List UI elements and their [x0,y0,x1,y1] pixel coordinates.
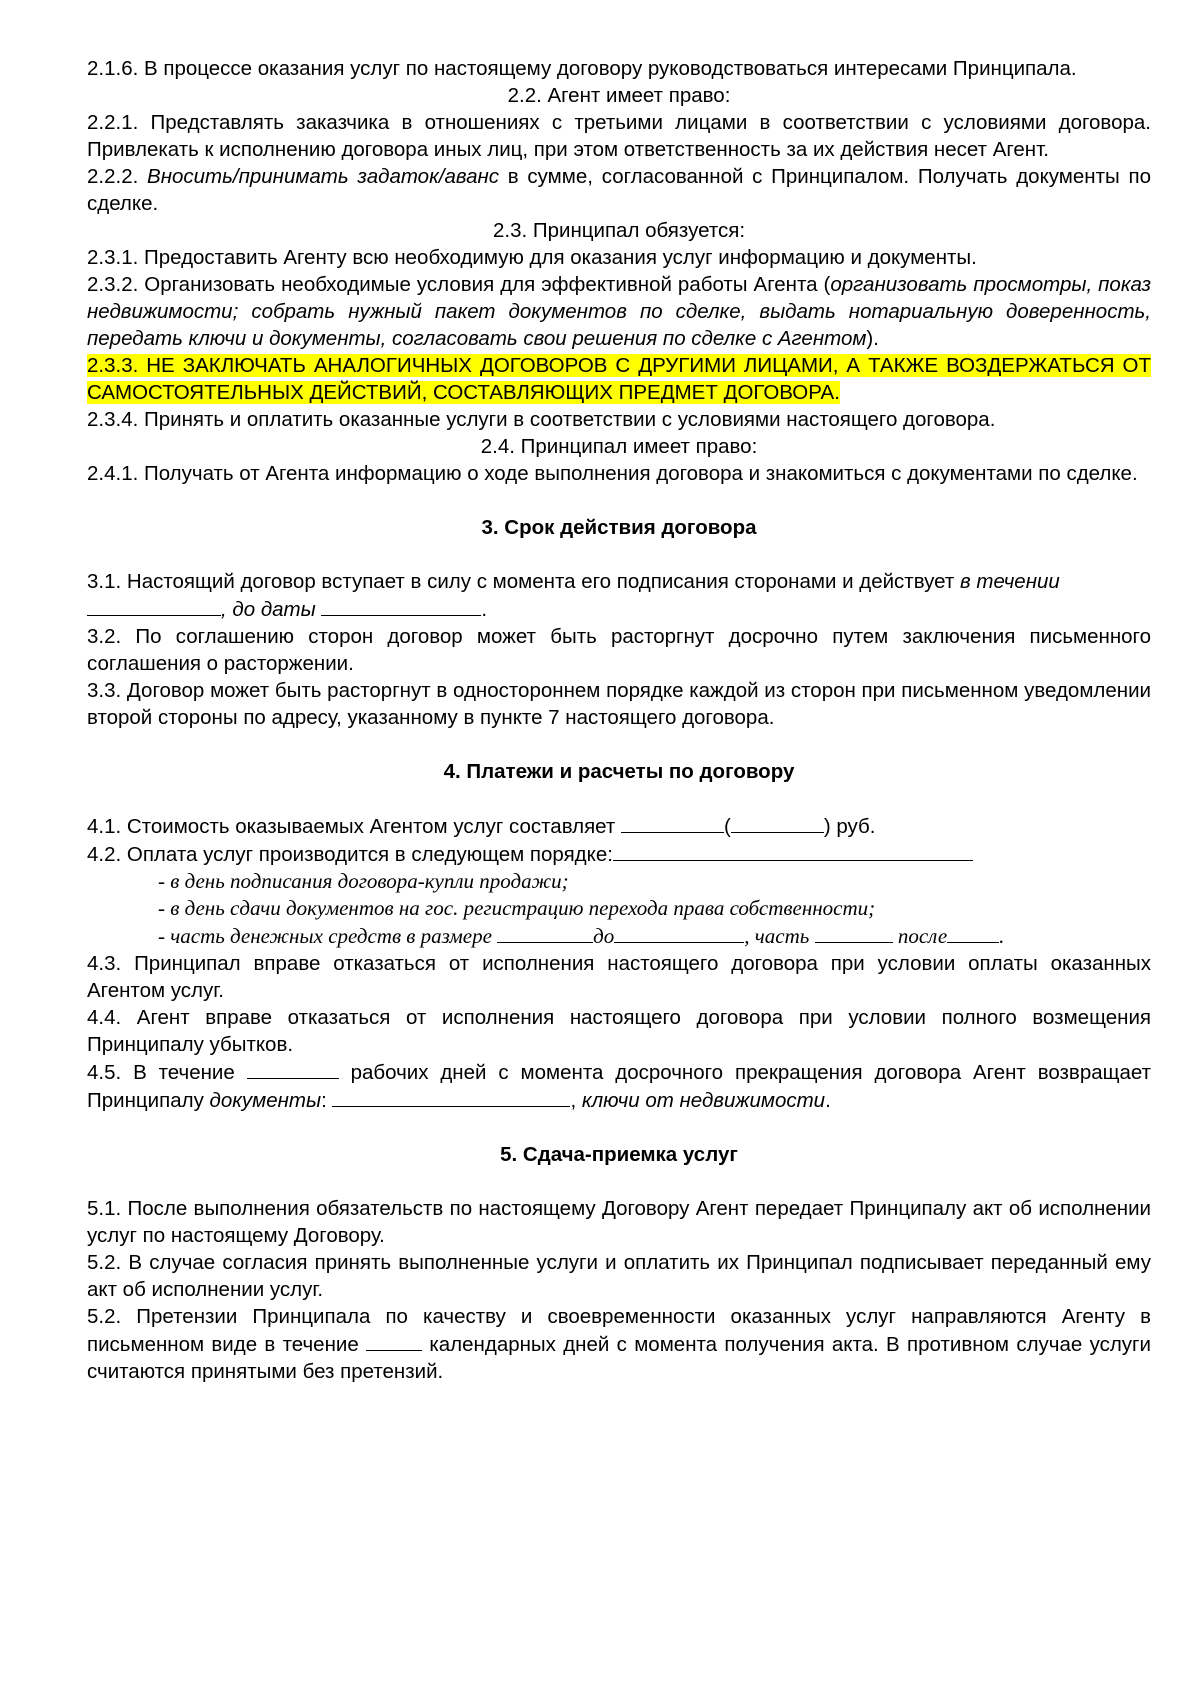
heading-2-3: 2.3. Принципал обязуется: [492,219,746,242]
blank-field-price[interactable] [621,812,724,833]
section-3-title: 3. Срок действия договора [481,516,757,539]
clause-2-4-1: 2.4.1. Получать от Агента информацию о ходе выполнения договора и знакомиться с документами по сделке. [87,462,1138,485]
list-text: - часть денежных средств в размере [158,924,498,948]
list-text: до [593,924,615,948]
clause-italic: ключи от недвижимости [581,1089,826,1112]
blank-field-documents[interactable] [332,1086,570,1107]
clause-4-4: 4.4. Агент вправе отказаться от исполнения настоящего договора при условии полного возмещения Принципалу убытков. [87,1006,1151,1056]
clause-3-3: 3.3. Договор может быть расторгнут в одностороннем порядке каждой из сторон при письменном уведомлении второй стороны по адресу, указанному в пункте 7 настоящего договора. [87,679,1151,729]
list-text: . [999,924,1005,948]
clause-2-3-2 [87,271,1151,352]
blank-field-until[interactable] [614,922,744,943]
clause-4-3: 4.3. Принципал вправе отказаться от исполнения настоящего договора при условии оплаты оказанных Агентом услуг. [87,952,1151,1002]
clause-2-1-6: 2.1.6. В процессе оказания услуг по настоящему договору руководствоваться интересами Принципала. [87,57,1077,80]
highlighted-clause-text: 2.3.3. НЕ ЗАКЛЮЧАТЬ АНАЛОГИЧНЫХ ДОГОВОРОВ С ДРУГИМИ ЛИЦАМИ, А ТАКЖЕ ВОЗДЕРЖАТЬСЯ ОТ САМОСТОЯТЕЛЬНЫХ ДЕЙСТВИЙ, СОСТАВЛЯЮЩИХ ПРЕДМЕТ ДОГОВОРА. [87,354,1151,404]
clause-text: . [481,598,488,621]
clause-2-3-3 [87,352,1151,406]
spacer [87,785,1151,812]
clause-2-2-1: 2.2.1. Представлять заказчика в отношениях с третьими лицами в соответствии с условиями договора. Привлекать к исполнению договора иных лиц, при этом ответственность за их действия несет Агент. [87,111,1151,161]
clause-4-1 [87,812,1151,840]
clause-text: 2.2.2. [87,165,148,188]
clause-2-2-2 [87,163,1151,217]
clause-text: ) руб. [823,815,876,838]
spacer [87,541,1151,568]
blank-field-amount[interactable] [497,922,593,943]
clause-text: ( [723,815,731,838]
clause-text: календарных дней с момента получения акта. В противном случае услуги считаются принятыми без претензий. [87,1333,1151,1383]
list-text: , часть [744,924,815,948]
list-text: после [892,924,948,948]
clause-text: 4.5. В течение [87,1061,247,1084]
clause-italic: документы [209,1089,322,1112]
clause-2-3-1: 2.3.1. Предоставить Агенту всю необходимую для оказания услуг информацию и документы. [87,246,977,269]
clause-text: рабочих дней с момента досрочного прекращения договора Агент возвращает Принципалу [87,1061,1151,1112]
blank-field-term[interactable] [87,595,221,616]
spacer [87,487,1151,514]
clause-4-2 [87,840,1151,868]
section-5-title: 5. Сдача-приемка услуг [500,1143,738,1166]
clause-text: : [321,1089,333,1112]
clause-3-1 [87,568,1151,623]
clause-5-2-claims [87,1303,1151,1385]
clause-text: 4.1. Стоимость оказываемых Агентом услуг составляет [87,815,621,838]
blank-field-date[interactable] [321,595,481,616]
blank-field-payment-order[interactable] [613,840,973,861]
spacer [87,731,1151,758]
heading-2-4: 2.4. Принципал имеет право: [480,435,758,458]
payment-list-item-3 [158,922,1151,950]
spacer [87,1168,1151,1195]
heading-2-2: 2.2. Агент имеет право: [507,84,731,107]
blank-field-calendar-days[interactable] [366,1330,422,1351]
clause-3-2: 3.2. По соглашению сторон договор может быть расторгнут досрочно путем заключения письменного соглашения о расторжении. [87,625,1151,675]
clause-italic: организовать просмотры, показ недвижимости; собрать нужный пакет документов по сделке, выдать нотариальную доверенность, передать ключи и документы, согласовать свои решения по сделке с Агентом [87,273,1151,350]
clause-text: 3.1. Настоящий договор вступает в силу с момента его подписания сторонами и действует [87,570,960,593]
blank-field-after[interactable] [947,922,999,943]
spacer [87,1114,1151,1141]
document-page [87,55,1151,1385]
clause-5-2: 5.2. В случае согласия принять выполненные услуги и оплатить их Принципал подписывает переданный ему акт об исполнении услуг. [87,1251,1151,1301]
clause-4-5 [87,1058,1151,1114]
clause-text: . [825,1089,831,1112]
payment-list-item-1: - в день подписания договора-купли продажи; [158,869,569,893]
clause-text: 5.2. Претензии Принципала по качеству и своевременности оказанных услуг направляются Агенту в письменном виде в течение [87,1305,1151,1356]
section-4-title: 4. Платежи и расчеты по договору [443,760,795,783]
clause-italic: в течении [959,570,1060,593]
clause-text: ). [866,327,879,350]
blank-field-working-days[interactable] [247,1058,339,1079]
clause-text: в сумме, согласованной с Принципалом. Получать документы по сделке. [87,165,1151,215]
clause-text: 2.3.2. Организовать необходимые условия для эффективной работы Агента ( [87,273,831,296]
clause-italic: , до даты [221,598,316,621]
blank-field-part[interactable] [815,922,893,943]
clause-italic: Вносить/принимать задаток/аванс [147,165,500,188]
blank-field-price-words[interactable] [731,812,824,833]
clause-text: 4.2. Оплата услуг производится в следующем порядке: [87,843,613,866]
clause-5-1: 5.1. После выполнения обязательств по настоящему Договору Агент передает Принципалу акт об исполнении услуг по настоящему Договору. [87,1197,1151,1247]
payment-list-item-2: - в день сдачи документов на гос. регистрацию перехода права собственности; [158,896,876,920]
clause-2-3-4: 2.3.4. Принять и оплатить оказанные услуги в соответствии с условиями настоящего договора. [87,408,996,431]
clause-text: , [570,1089,582,1112]
